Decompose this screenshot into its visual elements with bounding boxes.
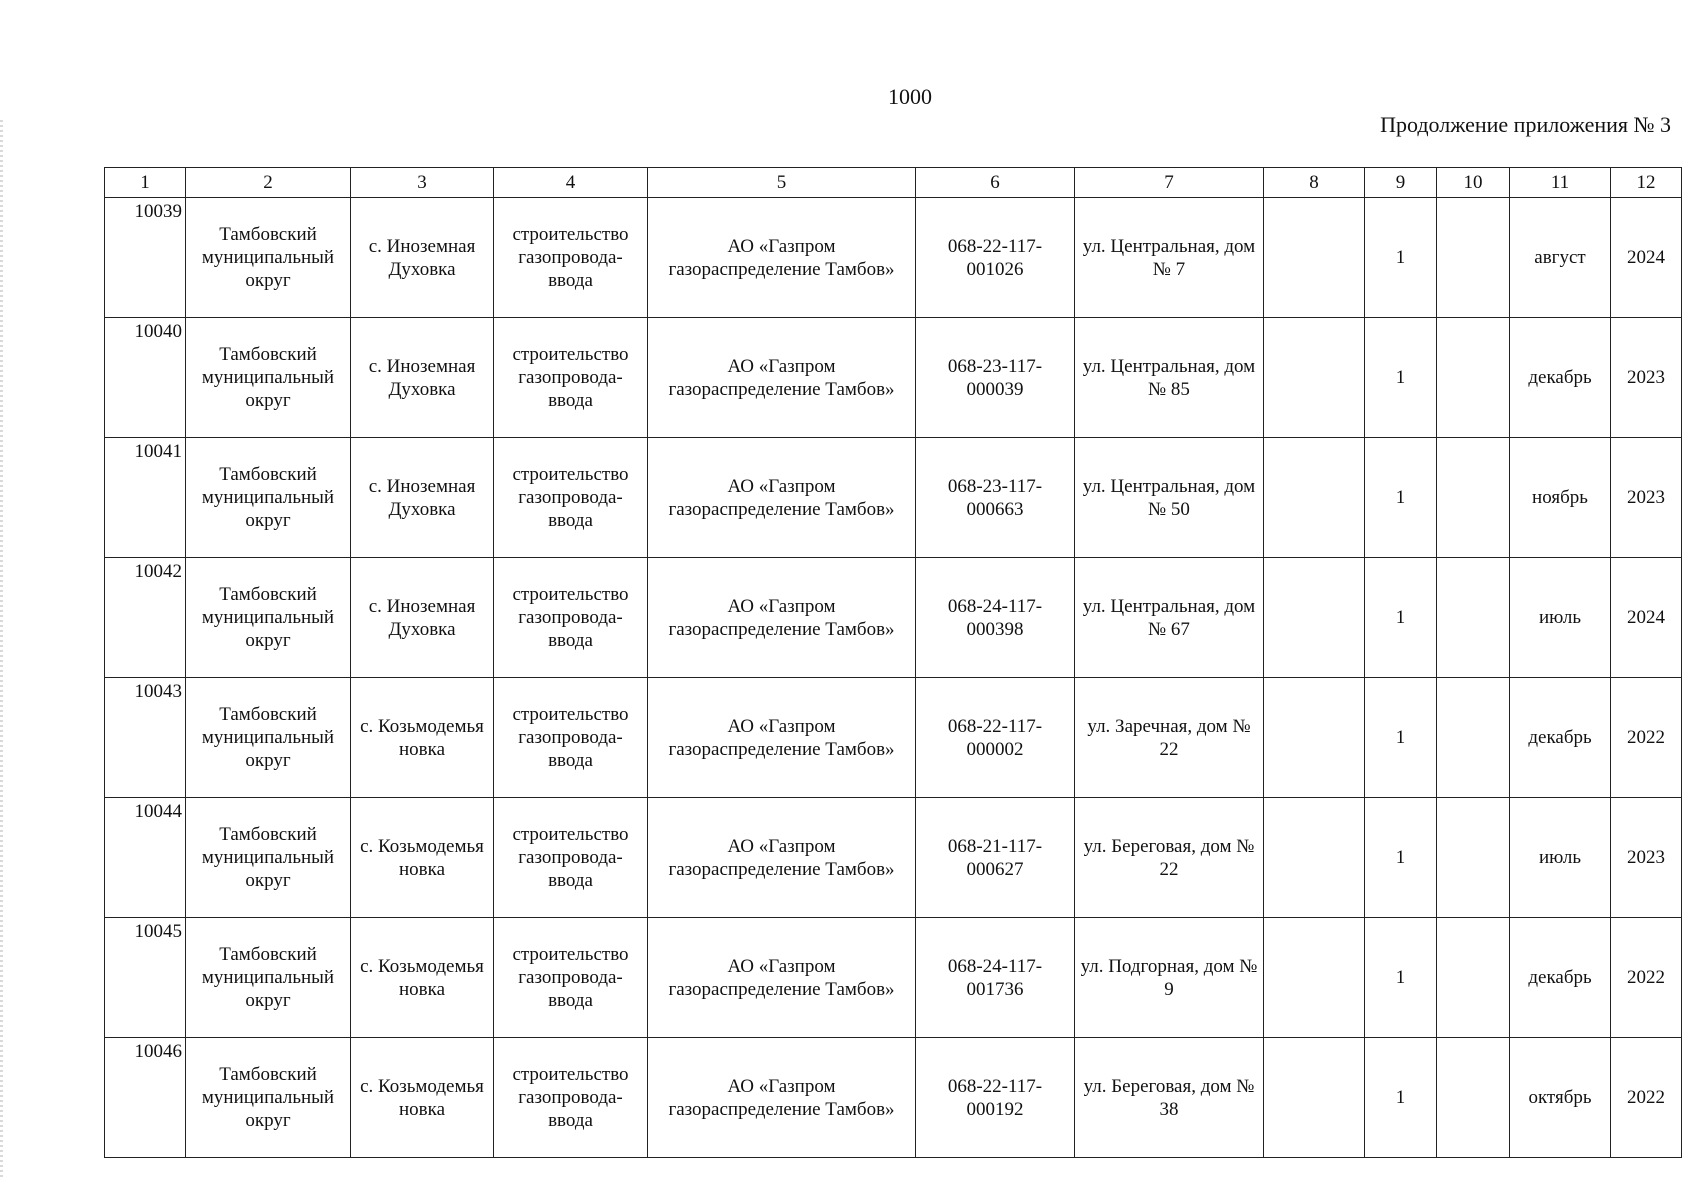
month-cell: декабрь: [1510, 678, 1611, 798]
month-cell: декабрь: [1510, 918, 1611, 1038]
row-number-cell: 10043: [105, 678, 186, 798]
object-code-cell: 068-24-117-000398: [916, 558, 1075, 678]
column-10-cell: [1437, 678, 1510, 798]
row-number-cell: 10046: [105, 1038, 186, 1158]
district-cell: Тамбовский муниципальный округ: [186, 558, 351, 678]
district-cell: Тамбовский муниципальный округ: [186, 318, 351, 438]
table-body: [105, 198, 1682, 1158]
organization-cell: АО «Газпром газораспределение Тамбов»: [648, 198, 916, 318]
column-8-cell: [1264, 1038, 1365, 1158]
month-cell: октябрь: [1510, 1038, 1611, 1158]
column-8-cell: [1264, 678, 1365, 798]
column-10-cell: [1437, 558, 1510, 678]
table-row: [105, 438, 1682, 558]
quantity-cell: 1: [1365, 438, 1437, 558]
continuation-label: Продолжение приложения № 3: [1380, 112, 1671, 137]
address-cell: ул. Центральная, дом № 85: [1075, 318, 1264, 438]
column-8-cell: [1264, 438, 1365, 558]
work-type-cell: строительство газопровода-ввода: [494, 918, 648, 1038]
settlement-cell: с. Иноземная Духовка: [351, 558, 494, 678]
address-cell: ул. Центральная, дом № 7: [1075, 198, 1264, 318]
column-8-cell: [1264, 558, 1365, 678]
object-code-cell: 068-22-117-000002: [916, 678, 1075, 798]
page-number: 1000: [888, 84, 932, 109]
table-row: [105, 198, 1682, 318]
header-cell: 5: [648, 168, 916, 198]
quantity-cell: 1: [1365, 198, 1437, 318]
work-type-cell: строительство газопровода-ввода: [494, 1038, 648, 1158]
table-row: [105, 798, 1682, 918]
object-code-cell: 068-22-117-000192: [916, 1038, 1075, 1158]
month-cell: ноябрь: [1510, 438, 1611, 558]
scan-edge-artifact: [0, 120, 3, 1180]
header-cell: 9: [1365, 168, 1437, 198]
quantity-cell: 1: [1365, 318, 1437, 438]
table-row: [105, 318, 1682, 438]
header-cell: 12: [1611, 168, 1682, 198]
organization-cell: АО «Газпром газораспределение Тамбов»: [648, 678, 916, 798]
work-type-cell: строительство газопровода-ввода: [494, 438, 648, 558]
address-cell: ул. Центральная, дом № 50: [1075, 438, 1264, 558]
organization-cell: АО «Газпром газораспределение Тамбов»: [648, 798, 916, 918]
column-8-cell: [1264, 198, 1365, 318]
month-cell: декабрь: [1510, 318, 1611, 438]
header-cell: 3: [351, 168, 494, 198]
table-row: [105, 918, 1682, 1038]
column-8-cell: [1264, 918, 1365, 1038]
district-cell: Тамбовский муниципальный округ: [186, 678, 351, 798]
header-cell: 11: [1510, 168, 1611, 198]
work-type-cell: строительство газопровода-ввода: [494, 318, 648, 438]
work-type-cell: строительство газопровода-ввода: [494, 198, 648, 318]
district-cell: Тамбовский муниципальный округ: [186, 198, 351, 318]
settlement-cell: с. Козьмодемья новка: [351, 1038, 494, 1158]
settlement-cell: с. Иноземная Духовка: [351, 438, 494, 558]
table-row: [105, 678, 1682, 798]
quantity-cell: 1: [1365, 678, 1437, 798]
header-cell: 2: [186, 168, 351, 198]
column-8-cell: [1264, 798, 1365, 918]
organization-cell: АО «Газпром газораспределение Тамбов»: [648, 1038, 916, 1158]
settlement-cell: с. Козьмодемья новка: [351, 798, 494, 918]
district-cell: Тамбовский муниципальный округ: [186, 798, 351, 918]
district-cell: Тамбовский муниципальный округ: [186, 438, 351, 558]
address-cell: ул. Заречная, дом № 22: [1075, 678, 1264, 798]
column-10-cell: [1437, 798, 1510, 918]
year-cell: 2022: [1611, 918, 1682, 1038]
quantity-cell: 1: [1365, 918, 1437, 1038]
year-cell: 2022: [1611, 678, 1682, 798]
month-cell: август: [1510, 198, 1611, 318]
district-cell: Тамбовский муниципальный округ: [186, 918, 351, 1038]
settlement-cell: с. Козьмодемья новка: [351, 918, 494, 1038]
column-10-cell: [1437, 438, 1510, 558]
object-code-cell: 068-22-117-001026: [916, 198, 1075, 318]
row-number-cell: 10045: [105, 918, 186, 1038]
column-10-cell: [1437, 318, 1510, 438]
header-cell: 7: [1075, 168, 1264, 198]
row-number-cell: 10044: [105, 798, 186, 918]
registry-table: [104, 167, 1682, 1158]
row-number-cell: 10040: [105, 318, 186, 438]
organization-cell: АО «Газпром газораспределение Тамбов»: [648, 558, 916, 678]
row-number-cell: 10039: [105, 198, 186, 318]
table-row: [105, 1038, 1682, 1158]
object-code-cell: 068-23-117-000663: [916, 438, 1075, 558]
address-cell: ул. Подгорная, дом № 9: [1075, 918, 1264, 1038]
column-10-cell: [1437, 198, 1510, 318]
header-row: [105, 168, 1682, 198]
year-cell: 2023: [1611, 438, 1682, 558]
header-cell: 4: [494, 168, 648, 198]
object-code-cell: 068-24-117-001736: [916, 918, 1075, 1038]
year-cell: 2022: [1611, 1038, 1682, 1158]
row-number-cell: 10041: [105, 438, 186, 558]
settlement-cell: с. Иноземная Духовка: [351, 198, 494, 318]
header-cell: 1: [105, 168, 186, 198]
object-code-cell: 068-21-117-000627: [916, 798, 1075, 918]
header-cell: 8: [1264, 168, 1365, 198]
quantity-cell: 1: [1365, 558, 1437, 678]
month-cell: июль: [1510, 798, 1611, 918]
quantity-cell: 1: [1365, 798, 1437, 918]
object-code-cell: 068-23-117-000039: [916, 318, 1075, 438]
address-cell: ул. Береговая, дом № 22: [1075, 798, 1264, 918]
work-type-cell: строительство газопровода-ввода: [494, 798, 648, 918]
header-cell: 10: [1437, 168, 1510, 198]
address-cell: ул. Центральная, дом № 67: [1075, 558, 1264, 678]
work-type-cell: строительство газопровода-ввода: [494, 678, 648, 798]
header-cell: 6: [916, 168, 1075, 198]
organization-cell: АО «Газпром газораспределение Тамбов»: [648, 438, 916, 558]
settlement-cell: с. Иноземная Духовка: [351, 318, 494, 438]
organization-cell: АО «Газпром газораспределение Тамбов»: [648, 318, 916, 438]
address-cell: ул. Береговая, дом № 38: [1075, 1038, 1264, 1158]
settlement-cell: с. Козьмодемья новка: [351, 678, 494, 798]
column-8-cell: [1264, 318, 1365, 438]
column-10-cell: [1437, 1038, 1510, 1158]
table-row: [105, 558, 1682, 678]
work-type-cell: строительство газопровода-ввода: [494, 558, 648, 678]
month-cell: июль: [1510, 558, 1611, 678]
column-10-cell: [1437, 918, 1510, 1038]
organization-cell: АО «Газпром газораспределение Тамбов»: [648, 918, 916, 1038]
year-cell: 2024: [1611, 558, 1682, 678]
district-cell: Тамбовский муниципальный округ: [186, 1038, 351, 1158]
year-cell: 2024: [1611, 198, 1682, 318]
table-header: [105, 168, 1682, 198]
row-number-cell: 10042: [105, 558, 186, 678]
year-cell: 2023: [1611, 798, 1682, 918]
quantity-cell: 1: [1365, 1038, 1437, 1158]
year-cell: 2023: [1611, 318, 1682, 438]
